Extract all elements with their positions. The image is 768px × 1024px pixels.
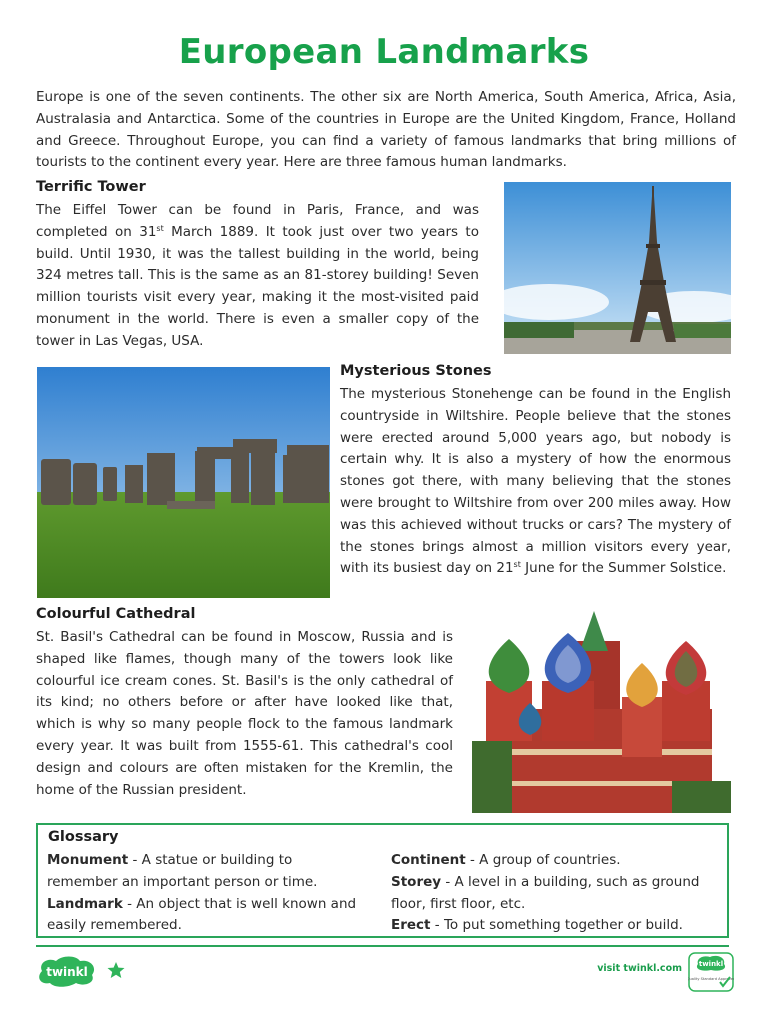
tower-heading: Terrific Tower bbox=[36, 179, 146, 195]
glossary-right-column bbox=[391, 850, 721, 937]
svg-text:twinkl: twinkl bbox=[46, 965, 88, 979]
glossary-box bbox=[36, 823, 729, 938]
stones-heading: Mysterious Stones bbox=[340, 363, 492, 379]
tower-paragraph: The Eiffel Tower can be found in Paris, France, and was completed on 31st March 1889. It took just over two years to build. Until 1930, it was the tallest building in the world, being 324 metres tall. This is the same as an 81-storey building! Seven million tourists visit every year, making it the most-visited paid monument in the world. There is even a smaller copy of the tower in Las Vegas, USA. bbox=[36, 202, 479, 349]
svg-text:twinkl: twinkl bbox=[698, 960, 724, 968]
glossary-entry-monument: Monument - A statue or building to remember an important person or time. bbox=[47, 852, 318, 890]
glossary-entry-storey: Storey - A level in a building, such as ground floor, first floor, etc. bbox=[391, 873, 700, 912]
glossary-left-column bbox=[47, 850, 357, 937]
glossary-entry-landmark: Landmark - An object that is well known and easily remembered. bbox=[47, 895, 357, 934]
footer-url[interactable]: visit twinkl.com bbox=[597, 963, 682, 974]
st-basils-cathedral-photo bbox=[472, 611, 731, 813]
stones-paragraph: The mysterious Stonehenge can be found in the English countryside in Wiltshire. People believe that the stones were erected around 5,000 years ago, but nobody is certain why. It is also a mystery of how the enormous stones got there, with many believing that the stones were brought to Wiltshire from over 200 miles away. How was this achieved without trucks or cars? The mystery of the stones brings almost a million visitors every year, with its busiest day on 21st June for the Summer Solstice. bbox=[340, 386, 731, 577]
star-icon bbox=[106, 960, 126, 980]
glossary-entry-erect: Erect - To put something together or build. bbox=[391, 917, 683, 934]
footer-divider bbox=[36, 945, 729, 947]
eiffel-tower-photo bbox=[504, 182, 731, 354]
glossary-entry-continent: Continent - A group of countries. bbox=[391, 852, 621, 868]
glossary-title: Glossary bbox=[48, 829, 119, 845]
page-title: European Landmarks bbox=[178, 32, 590, 72]
stonehenge-photo bbox=[37, 367, 330, 598]
cathedral-heading: Colourful Cathedral bbox=[36, 606, 196, 622]
intro-paragraph: Europe is one of the seven continents. The other six are North America, South America, Africa, Asia, Australasia and Antarctica. Some of the countries in Europe are the United Kingdom, France, Holland and Greece. Throughout Europe, you can find a variety of famous landmarks that bring millions of tourists to the continent every year. Here are three famous human landmarks. bbox=[36, 89, 736, 171]
cathedral-paragraph: St. Basil's Cathedral can be found in Moscow, Russia and is shaped like flames, though many of the towers look like colourful ice cream cones. St. Basil's is the only cathedral of its kind; no others before or after have looked like that, which is why so many people flock to the famous landmark every year. It was built from 1555-61. This cathedral's cool design and colours are often mistaken for the Kremlin, the home of the Russian president. bbox=[36, 629, 453, 798]
twinkl-logo bbox=[36, 955, 98, 987]
svg-text:Quality Standard Approved: Quality Standard Approved bbox=[688, 977, 734, 981]
quality-badge bbox=[688, 952, 734, 992]
